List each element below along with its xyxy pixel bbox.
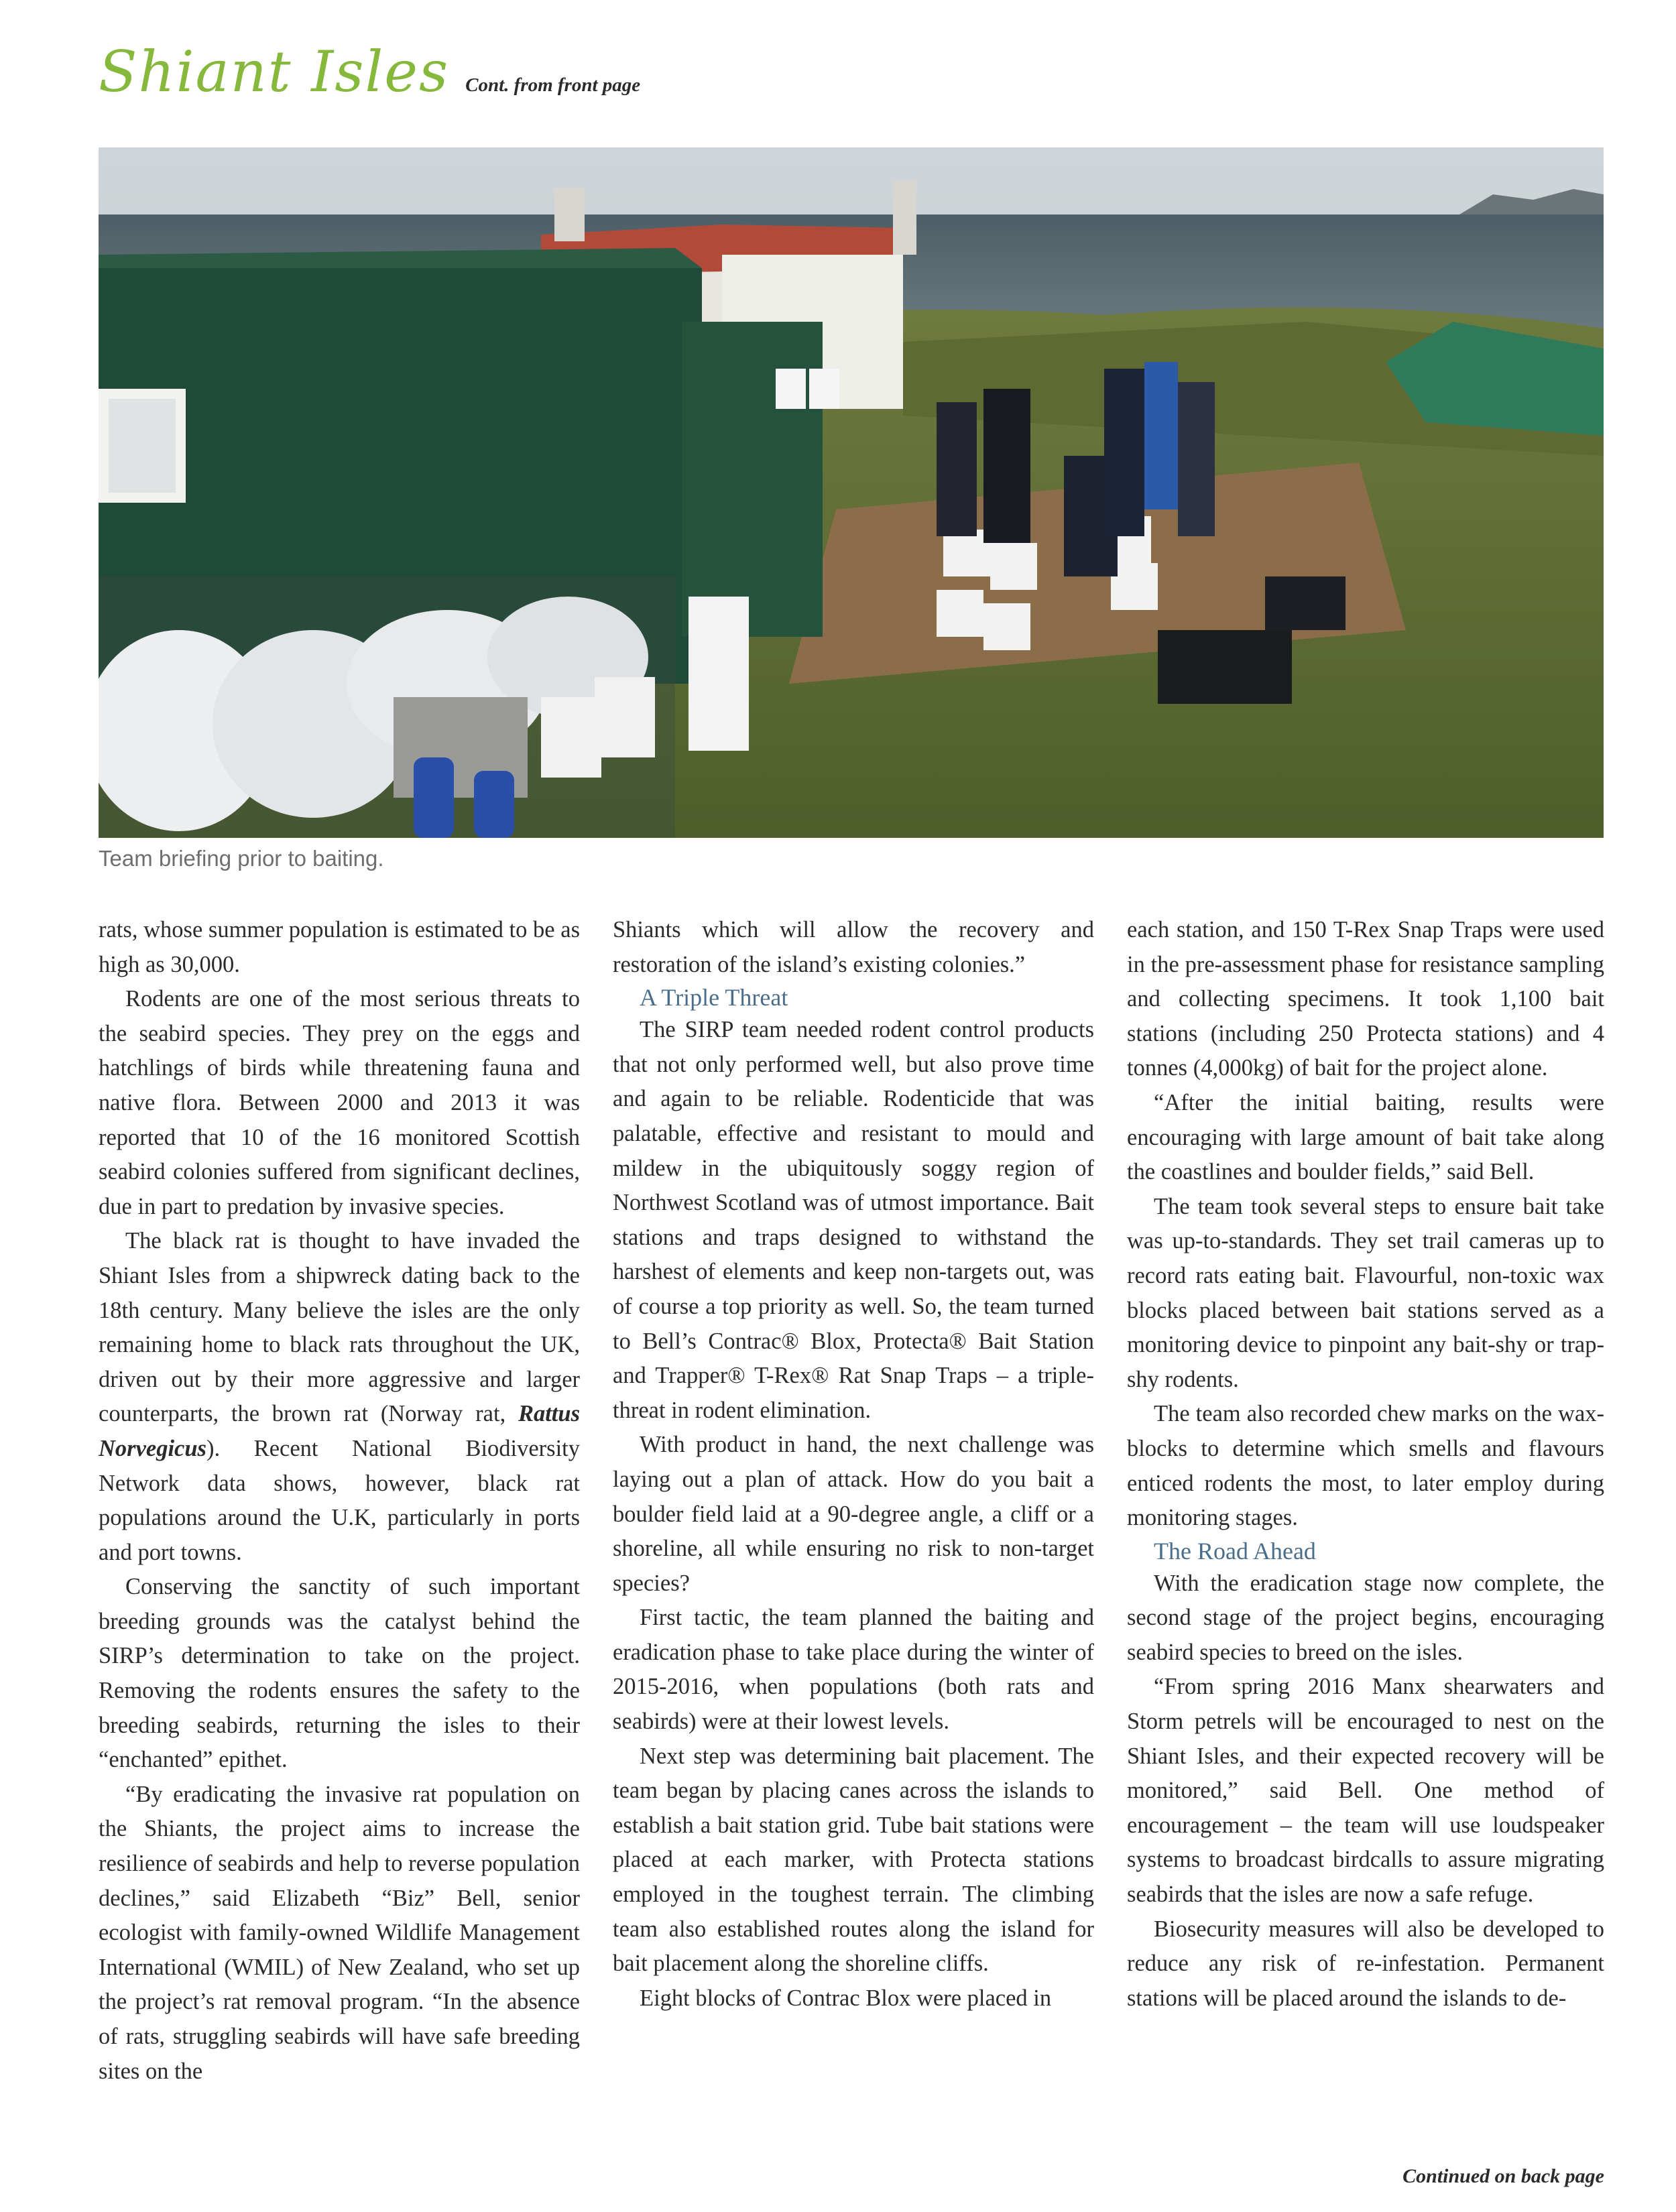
section-title: Shiant Isles: [99, 39, 450, 105]
section-heading: A Triple Threat: [640, 984, 788, 1011]
paragraph: With product in hand, the next challenge was laying out a plan of attack. How do you bait a boulder field laid at a 90-degree angle, a cliff or a shoreline, all while ensuring no risk to non-target species?: [613, 1432, 1094, 1596]
section-heading: The Road Ahead: [1154, 1537, 1316, 1564]
continued-note: Continued on back page: [1402, 2165, 1604, 2187]
page-header: [99, 39, 640, 105]
scientific-name: Rattus Norvegicus: [99, 1401, 580, 1461]
article-column-3: [1127, 913, 1604, 2016]
paragraph: “From spring 2016 Manx shearwaters and Storm petrels will be encouraged to nest on the Shiant Isles, and their expected recovery will be monitored,” said Bell. One method of encouragement – the team will use loudspeaker systems to broadcast birdcalls to assure migrating seabirds that the isles are now a safe refuge.: [1127, 1674, 1604, 1908]
article-column-2: [613, 913, 1094, 2016]
team-briefing-photo: [99, 147, 1604, 838]
continuation-note: Cont. from front page: [465, 74, 641, 96]
photo-caption: Team briefing prior to baiting.: [99, 846, 384, 871]
paragraph: The SIRP team needed rodent control products that not only performed well, but also prove time and again to be reliable. Rodenticide that was palatable, effective and resistant to mould and mildew in the ubiquitously soggy region of Northwest Scotland was of utmost importance. Bait stations and traps designed to withstand the harshest of elements and keep non-targets out, was of course a top priority as well. So, the team turned to Bell’s Contrac® Blox, Protecta® Bait Station and Trapper® T-Rex® Rat Snap Traps – a triple-threat in rodent elimination.: [613, 1017, 1094, 1423]
paragraph: Rodents are one of the most serious threats to the seabird species. They prey on the eggs and hatchlings of birds while threatening fauna and native flora. Between 2000 and 2013 it was reported that 10 of the 16 monitored Scottish seabird colonies suffered from significant declines, due in part to predation by invasive species.: [99, 986, 580, 1219]
paragraph: The team also recorded chew marks on the wax-blocks to determine which smells and flavours enticed rodents the most, to later employ during monitoring stages.: [1127, 1401, 1604, 1531]
paragraph: Shiants which will allow the recovery and restoration of the island’s existing colonies.”: [613, 917, 1094, 977]
paragraph: Next step was determining bait placement. The team began by placing canes across the islands to establish a bait station grid. Tube bait stations were placed at each marker, with Protecta stations employed in the toughest terrain. The climbing team also established routes along the island for bait placement along the shoreline cliffs.: [613, 1743, 1094, 1977]
paragraph: rats, whose summer population is estimated to be as high as 30,000.: [99, 917, 580, 977]
paragraph: With the eradication stage now complete, the second stage of the project begins, encouraging seabird species to breed on the isles.: [1127, 1570, 1604, 1665]
paragraph: Biosecurity measures will also be developed to reduce any risk of re-infestation. Permanent stations will be placed around the islands to de-: [1127, 1916, 1604, 2011]
paragraph: The black rat is thought to have invaded the Shiant Isles from a shipwreck dating back to the 18th century. Many believe the isles are the only remaining home to black rats throughout the UK, driven out by their more aggressive and larger counterparts, the brown rat (Norway rat, Rattus Norvegicus). Recent National Biodiversity Network data shows, however, black rat populations around the U.K, particularly in ports and port towns.: [99, 1228, 580, 1565]
paragraph: The team took several steps to ensure bait take was up-to-standards. They set trail cameras up to record rats eating bait. Flavourful, non-toxic wax blocks placed between bait stations served as a monitoring device to pinpoint any bait-shy or trap-shy rodents.: [1127, 1193, 1604, 1392]
paragraph: Conserving the sanctity of such important breeding grounds was the catalyst behind the SIRP’s determination to take on the project. Removing the rodents ensures the safety to the breeding seabirds, returning the isles to their “enchanted” epithet.: [99, 1574, 580, 1773]
paragraph: First tactic, the team planned the baiting and eradication phase to take place during the winter of 2015-2016, when populations (both rats and seabirds) were at their lowest levels.: [613, 1605, 1094, 1735]
paragraph: each station, and 150 T-Rex Snap Traps were used in the pre-assessment phase for resistance sampling and collecting specimens. It took 1,100 bait stations (including 250 Protecta stations) and 4 tonnes (4,000kg) of bait for the project alone.: [1127, 917, 1604, 1081]
paragraph: “By eradicating the invasive rat population on the Shiants, the project aims to increase the resilience of seabirds and help to reverse population declines,” said Elizabeth “Biz” Bell, senior ecologist with family-owned Wildlife Management International (WMIL) of New Zealand, who set up the project’s rat removal program. “In the absence of rats, struggling seabirds will have safe breeding sites on the: [99, 1781, 580, 2084]
paragraph: “After the initial baiting, results were encouraging with large amount of bait take along the coastlines and boulder fields,” said Bell.: [1127, 1089, 1604, 1185]
paragraph: Eight blocks of Contrac Blox were placed in: [640, 1985, 1052, 2011]
article-column-1: [99, 913, 580, 2089]
